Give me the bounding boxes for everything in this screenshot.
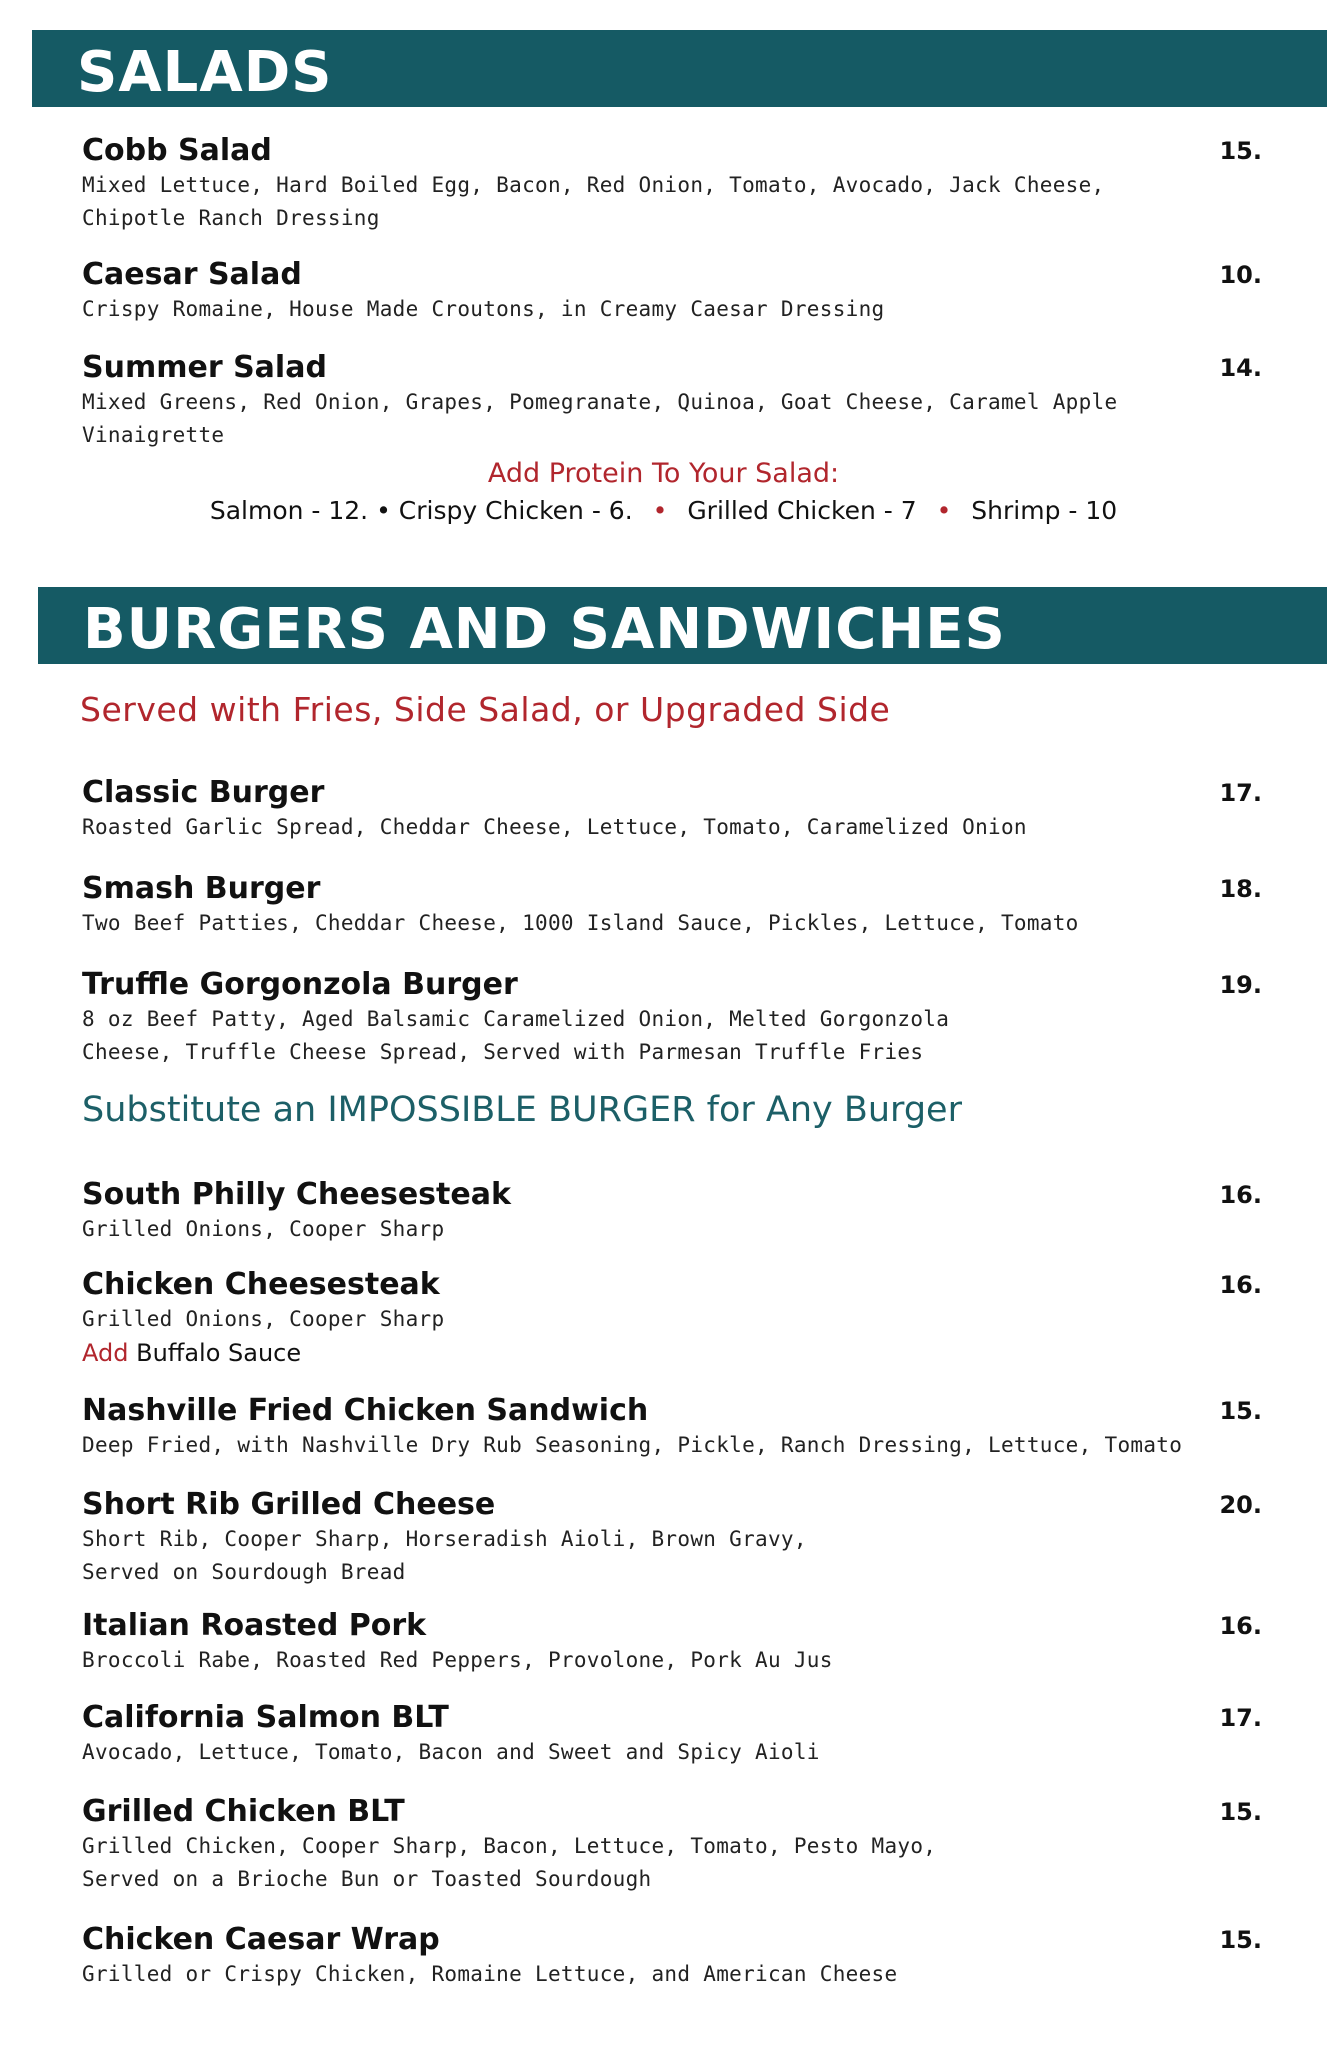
- item-price: 10.: [1219, 261, 1262, 289]
- item-desc: Served on a Brioche Bun or Toasted Sourdough: [82, 1867, 652, 1891]
- menu-item-truffle-gorgonzola-burger: [82, 967, 1262, 1069]
- item-desc: Grilled Onions, Cooper Sharp: [82, 1307, 445, 1331]
- menu-item-caesar-salad: [82, 257, 1262, 326]
- item-name: Smash Burger: [82, 871, 321, 906]
- item-desc: Broccoli Rabe, Roasted Red Peppers, Provolone, Pork Au Jus: [82, 1648, 833, 1672]
- item-price: 17.: [1219, 779, 1262, 807]
- burgers-header-band: [38, 587, 1327, 664]
- item-desc: Cheese, Truffle Cheese Spread, Served with Parmesan Truffle Fries: [82, 1040, 924, 1064]
- item-price: 15.: [1219, 1926, 1262, 1954]
- item-desc: Served on Sourdough Bread: [82, 1560, 406, 1584]
- item-price: 14.: [1219, 354, 1262, 382]
- item-desc: Grilled Onions, Cooper Sharp: [82, 1217, 445, 1241]
- item-name: Cobb Salad: [82, 133, 272, 168]
- item-name: Short Rib Grilled Cheese: [82, 1487, 496, 1522]
- item-name: California Salmon BLT: [82, 1700, 449, 1735]
- menu-item-chicken-cheesesteak: [82, 1267, 1262, 1370]
- impossible-burger-note: Substitute an IMPOSSIBLE BURGER for Any Burger: [82, 1090, 962, 1130]
- item-name: Chicken Caesar Wrap: [82, 1922, 440, 1957]
- item-price: 16.: [1219, 1181, 1262, 1209]
- bullet-separator: •: [936, 496, 952, 525]
- protein-option: Grilled Chicken - 7: [687, 496, 917, 525]
- item-price: 16.: [1219, 1271, 1262, 1299]
- menu-item-short-rib-grilled-cheese: [82, 1487, 1262, 1589]
- item-price: 18.: [1219, 875, 1262, 903]
- addon-label: Add: [82, 1339, 129, 1367]
- item-desc: Short Rib, Cooper Sharp, Horseradish Aioli, Brown Gravy,: [82, 1527, 807, 1551]
- item-price: 15.: [1219, 137, 1262, 165]
- item-name: South Philly Cheesesteak: [82, 1177, 511, 1212]
- item-desc: Mixed Greens, Red Onion, Grapes, Pomegranate, Quinoa, Goat Cheese, Caramel Apple Vinaigrette: [82, 390, 1118, 447]
- item-price: 15.: [1219, 1798, 1262, 1826]
- item-desc: Grilled or Crispy Chicken, Romaine Lettuce, and American Cheese: [82, 1962, 898, 1986]
- salads-header-band: [32, 30, 1327, 107]
- menu-item-nashville-fried-chicken: [82, 1393, 1262, 1462]
- menu-item-smash-burger: [82, 871, 1262, 940]
- item-desc: Two Beef Patties, Cheddar Cheese, 1000 Island Sauce, Pickles, Lettuce, Tomato: [82, 911, 1079, 935]
- menu-item-summer-salad: [82, 350, 1262, 452]
- salads-heading: SALADS: [77, 40, 333, 105]
- item-desc: Grilled Chicken, Cooper Sharp, Bacon, Lettuce, Tomato, Pesto Mayo,: [82, 1834, 937, 1858]
- protein-option-group: Salmon - 12. • Crispy Chicken - 6.: [209, 496, 633, 525]
- addon-line: [82, 1336, 1262, 1370]
- item-desc: Mixed Lettuce, Hard Boiled Egg, Bacon, Red Onion, Tomato, Avocado, Jack Cheese,: [82, 173, 1105, 197]
- item-name: Nashville Fried Chicken Sandwich: [82, 1393, 649, 1428]
- item-name: Classic Burger: [82, 775, 325, 810]
- item-name: Grilled Chicken BLT: [82, 1794, 405, 1829]
- addon-text: Buffalo Sauce: [136, 1339, 302, 1367]
- item-desc: Roasted Garlic Spread, Cheddar Cheese, Lettuce, Tomato, Caramelized Onion: [82, 815, 1027, 839]
- menu-item-south-philly-cheesesteak: [82, 1177, 1262, 1246]
- item-desc: Crispy Romaine, House Made Croutons, in Creamy Caesar Dressing: [82, 297, 885, 321]
- item-name: Italian Roasted Pork: [82, 1608, 427, 1643]
- protein-option: Shrimp - 10: [971, 496, 1118, 525]
- add-protein-options: [0, 496, 1327, 525]
- item-price: 17.: [1219, 1704, 1262, 1732]
- item-desc: Chipotle Ranch Dressing: [82, 206, 380, 230]
- item-desc: 8 oz Beef Patty, Aged Balsamic Caramelized Onion, Melted Gorgonzola: [82, 1007, 950, 1031]
- burgers-heading: BURGERS AND SANDWICHES: [83, 597, 1006, 662]
- item-price: 20.: [1219, 1491, 1262, 1519]
- item-price: 16.: [1219, 1612, 1262, 1640]
- item-price: 19.: [1219, 971, 1262, 999]
- menu-item-cobb-salad: [82, 133, 1262, 235]
- item-name: Summer Salad: [82, 350, 327, 385]
- menu-item-grilled-chicken-blt: [82, 1794, 1262, 1896]
- item-name: Caesar Salad: [82, 257, 302, 292]
- menu-item-chicken-caesar-wrap: [82, 1922, 1262, 1991]
- menu-item-california-salmon-blt: [82, 1700, 1262, 1769]
- item-desc: Avocado, Lettuce, Tomato, Bacon and Sweet and Spicy Aioli: [82, 1740, 820, 1764]
- menu-item-italian-roasted-pork: [82, 1608, 1262, 1677]
- item-name: Chicken Cheesesteak: [82, 1267, 440, 1302]
- menu-item-classic-burger: [82, 775, 1262, 844]
- served-with-note: Served with Fries, Side Salad, or Upgraded Side: [80, 690, 891, 729]
- add-protein-title: Add Protein To Your Salad:: [487, 458, 840, 489]
- bullet-separator: •: [652, 496, 668, 525]
- item-desc: Deep Fried, with Nashville Dry Rub Seasoning, Pickle, Ranch Dressing, Lettuce, Tomato: [82, 1433, 1183, 1457]
- item-price: 15.: [1219, 1397, 1262, 1425]
- item-name: Truffle Gorgonzola Burger: [82, 967, 518, 1002]
